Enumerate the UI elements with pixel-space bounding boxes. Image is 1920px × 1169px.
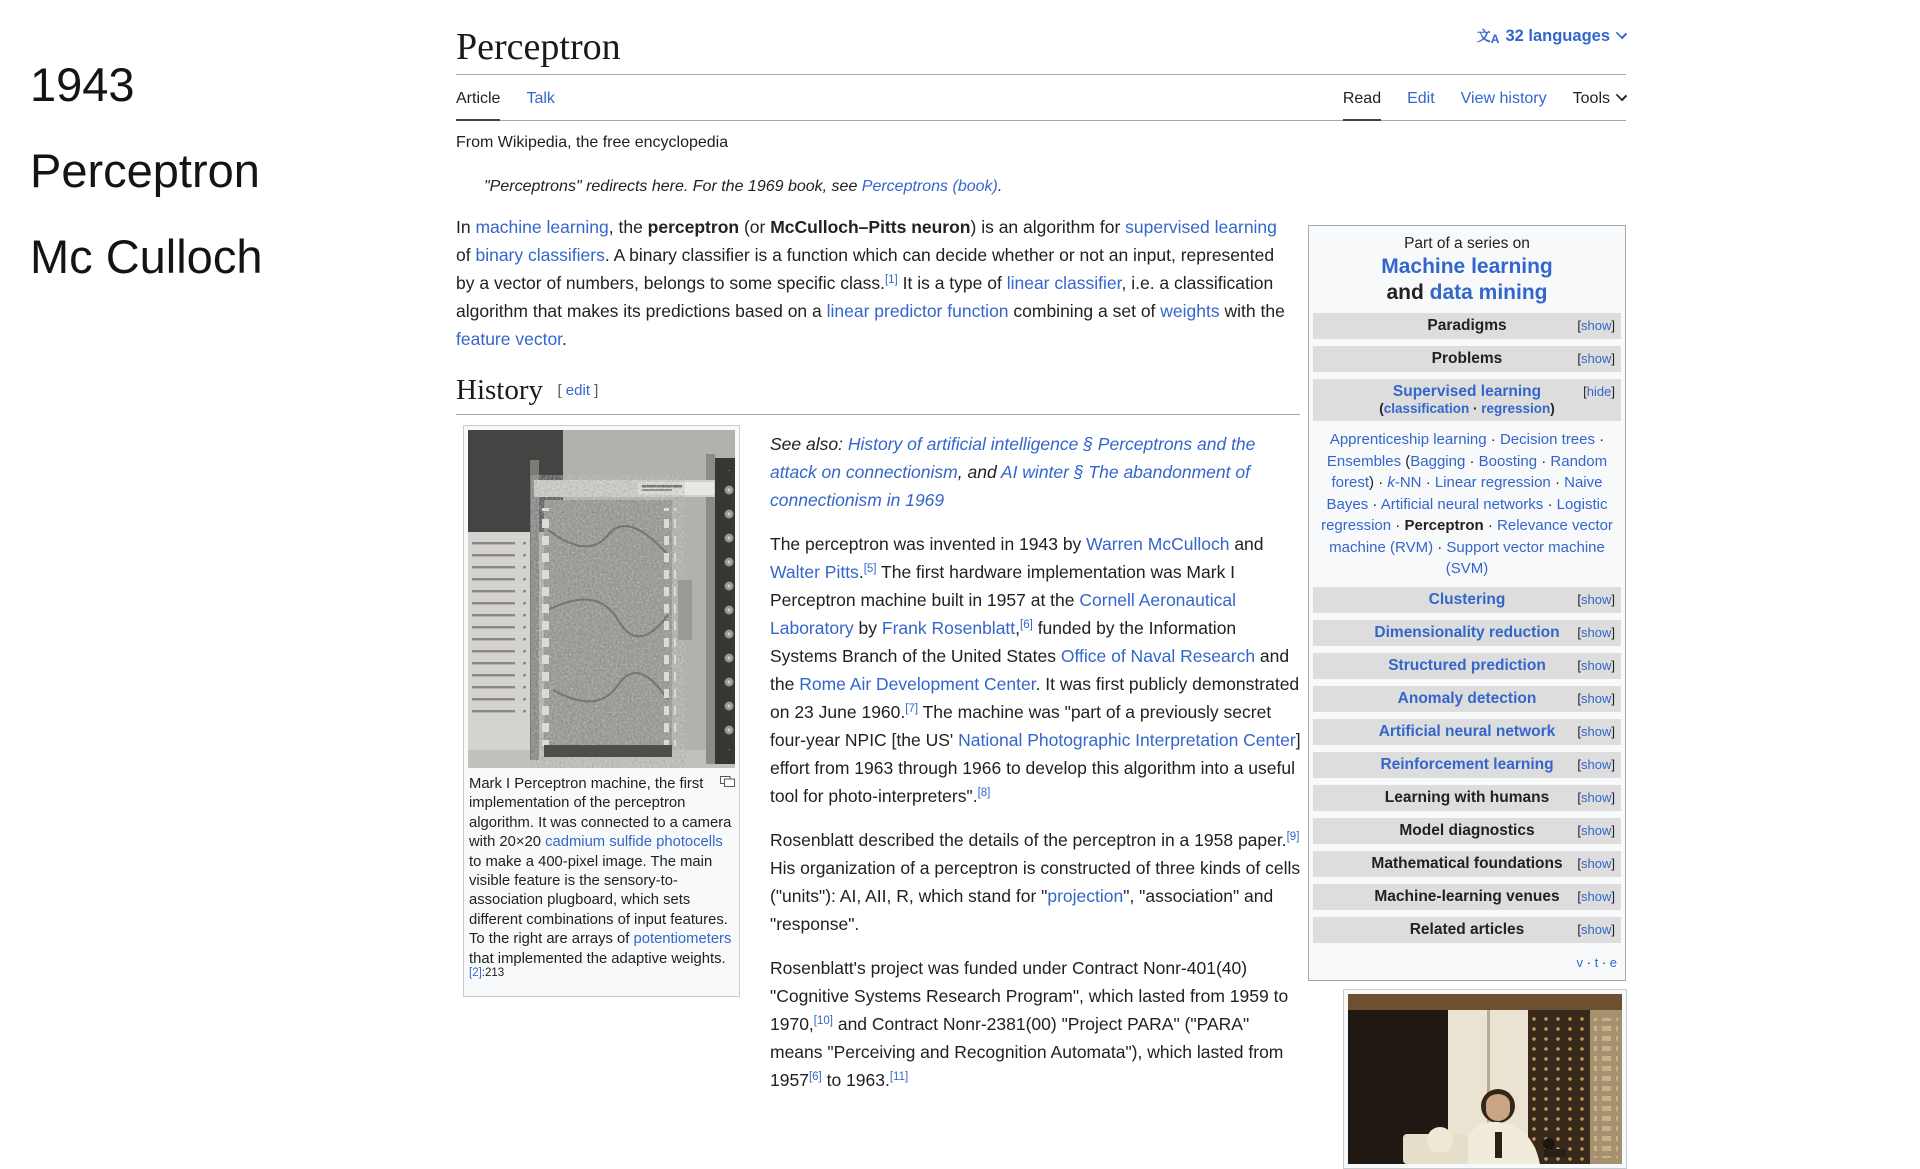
- section-related-articles: [1313, 917, 1621, 943]
- inline-link[interactable]: Machine learning: [1381, 255, 1553, 278]
- text-run: ·: [1595, 431, 1605, 448]
- text-run: by: [853, 618, 882, 638]
- text-run: ·: [1483, 517, 1498, 534]
- inline-link[interactable]: linear predictor function: [826, 301, 1009, 321]
- inline-link[interactable]: Random forest: [1331, 452, 1608, 491]
- text-run: It is a type of: [897, 273, 1007, 293]
- ref-link[interactable]: :213: [481, 967, 505, 980]
- show-toggle[interactable]: [show]: [1577, 756, 1615, 772]
- text-run: , and: [957, 462, 1001, 482]
- history-heading: History: [456, 374, 543, 406]
- history-paragraph-3: [770, 954, 1304, 1094]
- edit-section-link[interactable]: [557, 382, 598, 399]
- text-run: .: [997, 178, 1003, 195]
- note-line-1943: 1943: [30, 58, 135, 111]
- text-run: , the: [608, 217, 648, 237]
- inline-link[interactable]: -NN: [1394, 474, 1422, 491]
- show-toggle[interactable]: [show]: [1577, 921, 1615, 937]
- show-toggle[interactable]: [show]: [1577, 591, 1615, 607]
- inline-link[interactable]: cadmium sulfide photocells: [545, 834, 723, 851]
- section-mathematical-foundations: [1313, 851, 1621, 877]
- text-run: ·: [1537, 452, 1551, 470]
- languages-button[interactable]: [1477, 26, 1626, 46]
- slide-notes: [30, 42, 262, 300]
- text-run: See also:: [770, 434, 848, 454]
- ref-link[interactable]: [8]: [977, 787, 991, 799]
- section-learning-with-humans: [1313, 785, 1621, 811]
- inline-link[interactable]: Frank Rosenblatt: [881, 618, 1016, 638]
- section-supervised-learning: [1313, 379, 1621, 421]
- enlarge-icon[interactable]: [720, 776, 735, 787]
- text-run: . A binary classifier is a function which can decide whether or not an input, represented by a vector of numbers, belongs to some specific class.: [456, 245, 1275, 293]
- see-also-note: [770, 430, 1304, 514]
- show-toggle[interactable]: [show]: [1577, 351, 1615, 366]
- tabs-row: [456, 75, 1626, 121]
- text-run: ) ·: [1369, 474, 1388, 491]
- wikipedia-tagline: From Wikipedia, the free encyclopedia: [456, 134, 729, 151]
- inline-link[interactable]: machine learning: [475, 217, 609, 237]
- thumbnail-caption: [468, 773, 735, 992]
- text-run: .: [562, 329, 567, 349]
- hatnote: [484, 178, 1626, 196]
- rosenblatt-photo-thumbnail: [1343, 989, 1627, 1169]
- text-run: ", "association" and "response".: [770, 886, 1274, 934]
- text-run: . It was first publicly demonstrated on 23 June 1960.: [770, 674, 1300, 722]
- ref-link[interactable]: [5]: [863, 563, 877, 575]
- ml-series-sidebar: [1308, 225, 1626, 981]
- series-intro: Part of a series on: [1404, 235, 1530, 252]
- ref-link[interactable]: [6]: [1020, 619, 1033, 631]
- section-model-diagnostics: [1313, 818, 1621, 844]
- section-label[interactable]: Artificial neural network: [1378, 722, 1556, 740]
- text-run: and: [1386, 281, 1430, 304]
- inline-link[interactable]: History of artificial intelligence § Perceptrons and the attack on connectionism: [770, 434, 1256, 482]
- section-problems: [1313, 346, 1621, 372]
- inline-link[interactable]: classification: [1383, 401, 1470, 416]
- show-toggle[interactable]: [show]: [1577, 822, 1615, 838]
- inline-link[interactable]: Perceptrons (book): [861, 178, 998, 195]
- text-run: ·: [1598, 954, 1610, 970]
- text-run: of: [456, 245, 476, 265]
- show-toggle[interactable]: [show]: [1577, 657, 1615, 673]
- ref-link[interactable]: [6]: [808, 1071, 822, 1083]
- inline-link[interactable]: Artificial neural networks: [1380, 495, 1544, 513]
- inline-link[interactable]: binary classifiers: [475, 245, 605, 265]
- inline-link[interactable]: Bagging: [1410, 452, 1466, 470]
- ref-link[interactable]: [7]: [905, 703, 919, 715]
- languages-label: 32 languages: [1505, 27, 1610, 45]
- chevron-down-icon: [1616, 28, 1627, 39]
- mark1-thumbnail: [463, 425, 740, 997]
- inline-link[interactable]: supervised learning: [1125, 217, 1277, 237]
- text-run: The first hardware implementation was Mark I Perceptron machine built in 1957 at the: [770, 562, 1236, 610]
- tab-edit[interactable]: Edit: [1407, 90, 1435, 107]
- inline-link[interactable]: Support vector machine (SVM): [1445, 538, 1605, 577]
- show-toggle[interactable]: [show]: [1577, 318, 1615, 333]
- inline-link[interactable]: AI winter § The abandonment of connectionism in 1969: [770, 462, 1250, 510]
- inline-link[interactable]: Linear regression: [1434, 474, 1551, 491]
- section-label: Problems: [1431, 350, 1503, 367]
- text-run: ·: [1550, 474, 1565, 491]
- ref-link[interactable]: [10]: [813, 1015, 833, 1027]
- hide-toggle[interactable]: [hide]: [1583, 384, 1615, 399]
- inline-link[interactable]: e: [1609, 954, 1617, 970]
- rosenblatt-photo[interactable]: [1348, 994, 1622, 1164]
- inline-link[interactable]: Naive Bayes: [1326, 474, 1603, 513]
- inline-link[interactable]: Relevance vector machine (RVM): [1329, 517, 1613, 556]
- section-dimensionality-reduction: [1313, 620, 1621, 646]
- section-clustering: [1313, 587, 1621, 613]
- ref-link[interactable]: [9]: [1286, 831, 1300, 843]
- text-run: ) is an algorithm for: [970, 217, 1126, 237]
- inline-link[interactable]: v: [1576, 954, 1584, 970]
- text-run: The perceptron was invented in 1943 by: [770, 534, 1087, 554]
- text-run: ·: [1543, 495, 1557, 513]
- note-line-mcculloch: Mc Culloch: [30, 230, 263, 283]
- text-run: funded by the Information Systems Branch of the United States: [770, 618, 1237, 666]
- tab-read[interactable]: Read: [1343, 80, 1381, 121]
- heading-rule: [456, 414, 1300, 415]
- text-run: .: [858, 562, 864, 582]
- text-run: ·: [1469, 401, 1482, 416]
- section-label: Related articles: [1409, 920, 1525, 938]
- series-title-line2: [1313, 280, 1621, 306]
- section-paradigms: [1313, 313, 1621, 339]
- history-paragraph-1: [770, 530, 1304, 810]
- inline-link[interactable]: Boosting: [1478, 452, 1538, 470]
- text-run: perceptron: [647, 217, 740, 237]
- supervised-sublinks: [1315, 401, 1619, 417]
- inline-link[interactable]: k: [1387, 474, 1395, 491]
- inline-link[interactable]: Rome Air Development Center: [799, 674, 1036, 694]
- text-run: In: [456, 217, 476, 237]
- inline-link[interactable]: feature vector: [456, 329, 563, 349]
- inline-link[interactable]: Logistic regression: [1321, 495, 1608, 534]
- history-text-column: [770, 430, 1304, 1110]
- ref-link[interactable]: [1]: [884, 274, 898, 286]
- ref-link[interactable]: [2]: [469, 967, 482, 980]
- section-label: Paradigms: [1427, 317, 1507, 334]
- text-run: to 1963.: [821, 1070, 890, 1090]
- inline-link[interactable]: linear classifier: [1006, 273, 1122, 293]
- text-run: ): [1550, 401, 1555, 416]
- section-label[interactable]: Clustering: [1428, 590, 1506, 608]
- section-label[interactable]: Structured prediction: [1388, 656, 1546, 674]
- inline-link[interactable]: potentiometers: [633, 931, 732, 948]
- inline-link[interactable]: National Photographic Interpretation Center: [958, 730, 1296, 750]
- section-artificial-neural-network: [1313, 719, 1621, 745]
- show-toggle[interactable]: [show]: [1577, 855, 1615, 871]
- text-run: His organization of a perceptron is constructed of three kinds of cells ("units"): AI, AII, R, which stand for ": [770, 858, 1301, 906]
- text-run: "Perceptrons" redirects here. For the 1969 book, see: [484, 178, 862, 195]
- inline-link[interactable]: edit: [565, 382, 590, 399]
- text-run: ,: [1015, 618, 1021, 638]
- tab-article[interactable]: Article: [456, 80, 500, 121]
- inline-link[interactable]: Office of Naval Research: [1060, 646, 1256, 666]
- series-title: [1313, 254, 1621, 306]
- text-run: [: [557, 382, 566, 399]
- inline-link[interactable]: Walter Pitts: [770, 562, 859, 582]
- supervised-learning-list: [1315, 429, 1619, 580]
- inline-link[interactable]: Warren McCulloch: [1086, 534, 1230, 554]
- text-run: ·: [1421, 474, 1435, 491]
- inline-link[interactable]: Apprenticeship learning: [1329, 431, 1487, 448]
- inline-link[interactable]: Cornell Aeronautical Laboratory: [770, 590, 1236, 638]
- show-toggle[interactable]: [show]: [1577, 690, 1615, 706]
- section-label: Machine-learning venues: [1374, 887, 1560, 905]
- section-reinforcement-learning: [1313, 752, 1621, 778]
- tab-talk[interactable]: Talk: [526, 90, 555, 107]
- show-toggle[interactable]: [show]: [1577, 888, 1615, 904]
- mark1-perceptron-image[interactable]: [468, 430, 735, 768]
- text-run: that implemented the adaptive weights.: [469, 950, 726, 967]
- text-run: , i.e. a classification algorithm that makes its predictions based on a: [456, 273, 1274, 321]
- inline-link[interactable]: Decision trees: [1499, 431, 1595, 448]
- section-structured-prediction: [1313, 653, 1621, 679]
- text-run: The machine was "part of a previously secret four-year NPIC [the US': [770, 702, 1272, 750]
- title-row: [456, 0, 1626, 75]
- text-run: ] effort from 1963 through 1966 to develop this algorithm into a useful tool for photo-interpreters".: [770, 730, 1301, 806]
- section-label: Learning with humans: [1384, 788, 1550, 806]
- inline-link[interactable]: t: [1594, 954, 1599, 970]
- text-run: McCulloch–Pitts neuron: [770, 217, 971, 237]
- text-run: ·: [1583, 954, 1595, 970]
- text-run: ·: [1486, 431, 1500, 448]
- section-label: Mathematical foundations: [1371, 854, 1563, 872]
- section-label[interactable]: Reinforcement learning: [1380, 755, 1554, 773]
- section-label[interactable]: Supervised learning: [1392, 383, 1542, 400]
- text-run: and the: [770, 646, 1290, 694]
- section-label: Model diagnostics: [1399, 821, 1535, 839]
- page-title: Perceptron: [456, 26, 621, 68]
- section-machine-learning-venues: [1313, 884, 1621, 910]
- section-label[interactable]: Dimensionality reduction: [1374, 623, 1560, 641]
- lead-paragraph: [456, 213, 1294, 353]
- text-run: Rosenblatt described the details of the perceptron in a 1958 paper.: [770, 830, 1287, 850]
- text-run: Perceptron: [1404, 517, 1484, 534]
- inline-link[interactable]: data mining: [1429, 281, 1548, 304]
- vte-navbar: [1313, 955, 1621, 970]
- ref-link[interactable]: [11]: [889, 1071, 909, 1083]
- text-run: and Contract Nonr-2381(00) "Project PARA" ("PARA" means "Perceiving and Recognition Automata"), which lasted from 1957: [770, 1014, 1284, 1090]
- text-run: Mark I Perceptron machine, the first implementation of the perceptron algorithm. It was connected to a camera with 20×20: [469, 776, 732, 851]
- inline-link[interactable]: weights: [1160, 301, 1220, 321]
- inline-link[interactable]: regression: [1481, 401, 1551, 416]
- inline-link[interactable]: Ensembles: [1326, 452, 1402, 470]
- note-line-perceptron: Perceptron: [30, 144, 260, 197]
- text-run: with the: [1219, 301, 1285, 321]
- text-run: to make a 400-pixel image. The main visible feature is the sensory-to-association plugboard, which sets different combinations of input features. To the right are arrays of: [469, 853, 728, 948]
- text-run: ·: [1465, 452, 1479, 470]
- text-run: ·: [1433, 538, 1447, 556]
- inline-link[interactable]: projection: [1047, 886, 1124, 906]
- series-title-line1: [1313, 254, 1621, 280]
- section-label[interactable]: Anomaly detection: [1397, 689, 1537, 707]
- section-anomaly-detection: [1313, 686, 1621, 712]
- show-toggle[interactable]: [show]: [1577, 789, 1615, 805]
- text-run: and: [1229, 534, 1264, 554]
- text-run: ·: [1391, 517, 1405, 534]
- text-run: ·: [1368, 495, 1381, 513]
- tab-view-history[interactable]: View history: [1460, 90, 1547, 107]
- text-run: ]: [589, 382, 599, 399]
- text-run: (: [1379, 401, 1384, 416]
- language-icon: 文A: [1476, 28, 1500, 46]
- history-paragraph-2: [770, 826, 1304, 938]
- show-toggle[interactable]: [show]: [1577, 723, 1615, 739]
- chevron-down-icon: [1616, 90, 1627, 101]
- text-run: (: [1401, 452, 1411, 470]
- text-run: combining a set of: [1008, 301, 1161, 321]
- text-run: Rosenblatt's project was funded under Contract Nonr-401(40) "Cognitive Systems Research Program", which lasted from 1959 to 1970,: [770, 958, 1289, 1034]
- tools-menu[interactable]: Tools: [1573, 80, 1626, 120]
- show-toggle[interactable]: [show]: [1577, 624, 1615, 640]
- text-run: (or: [739, 217, 771, 237]
